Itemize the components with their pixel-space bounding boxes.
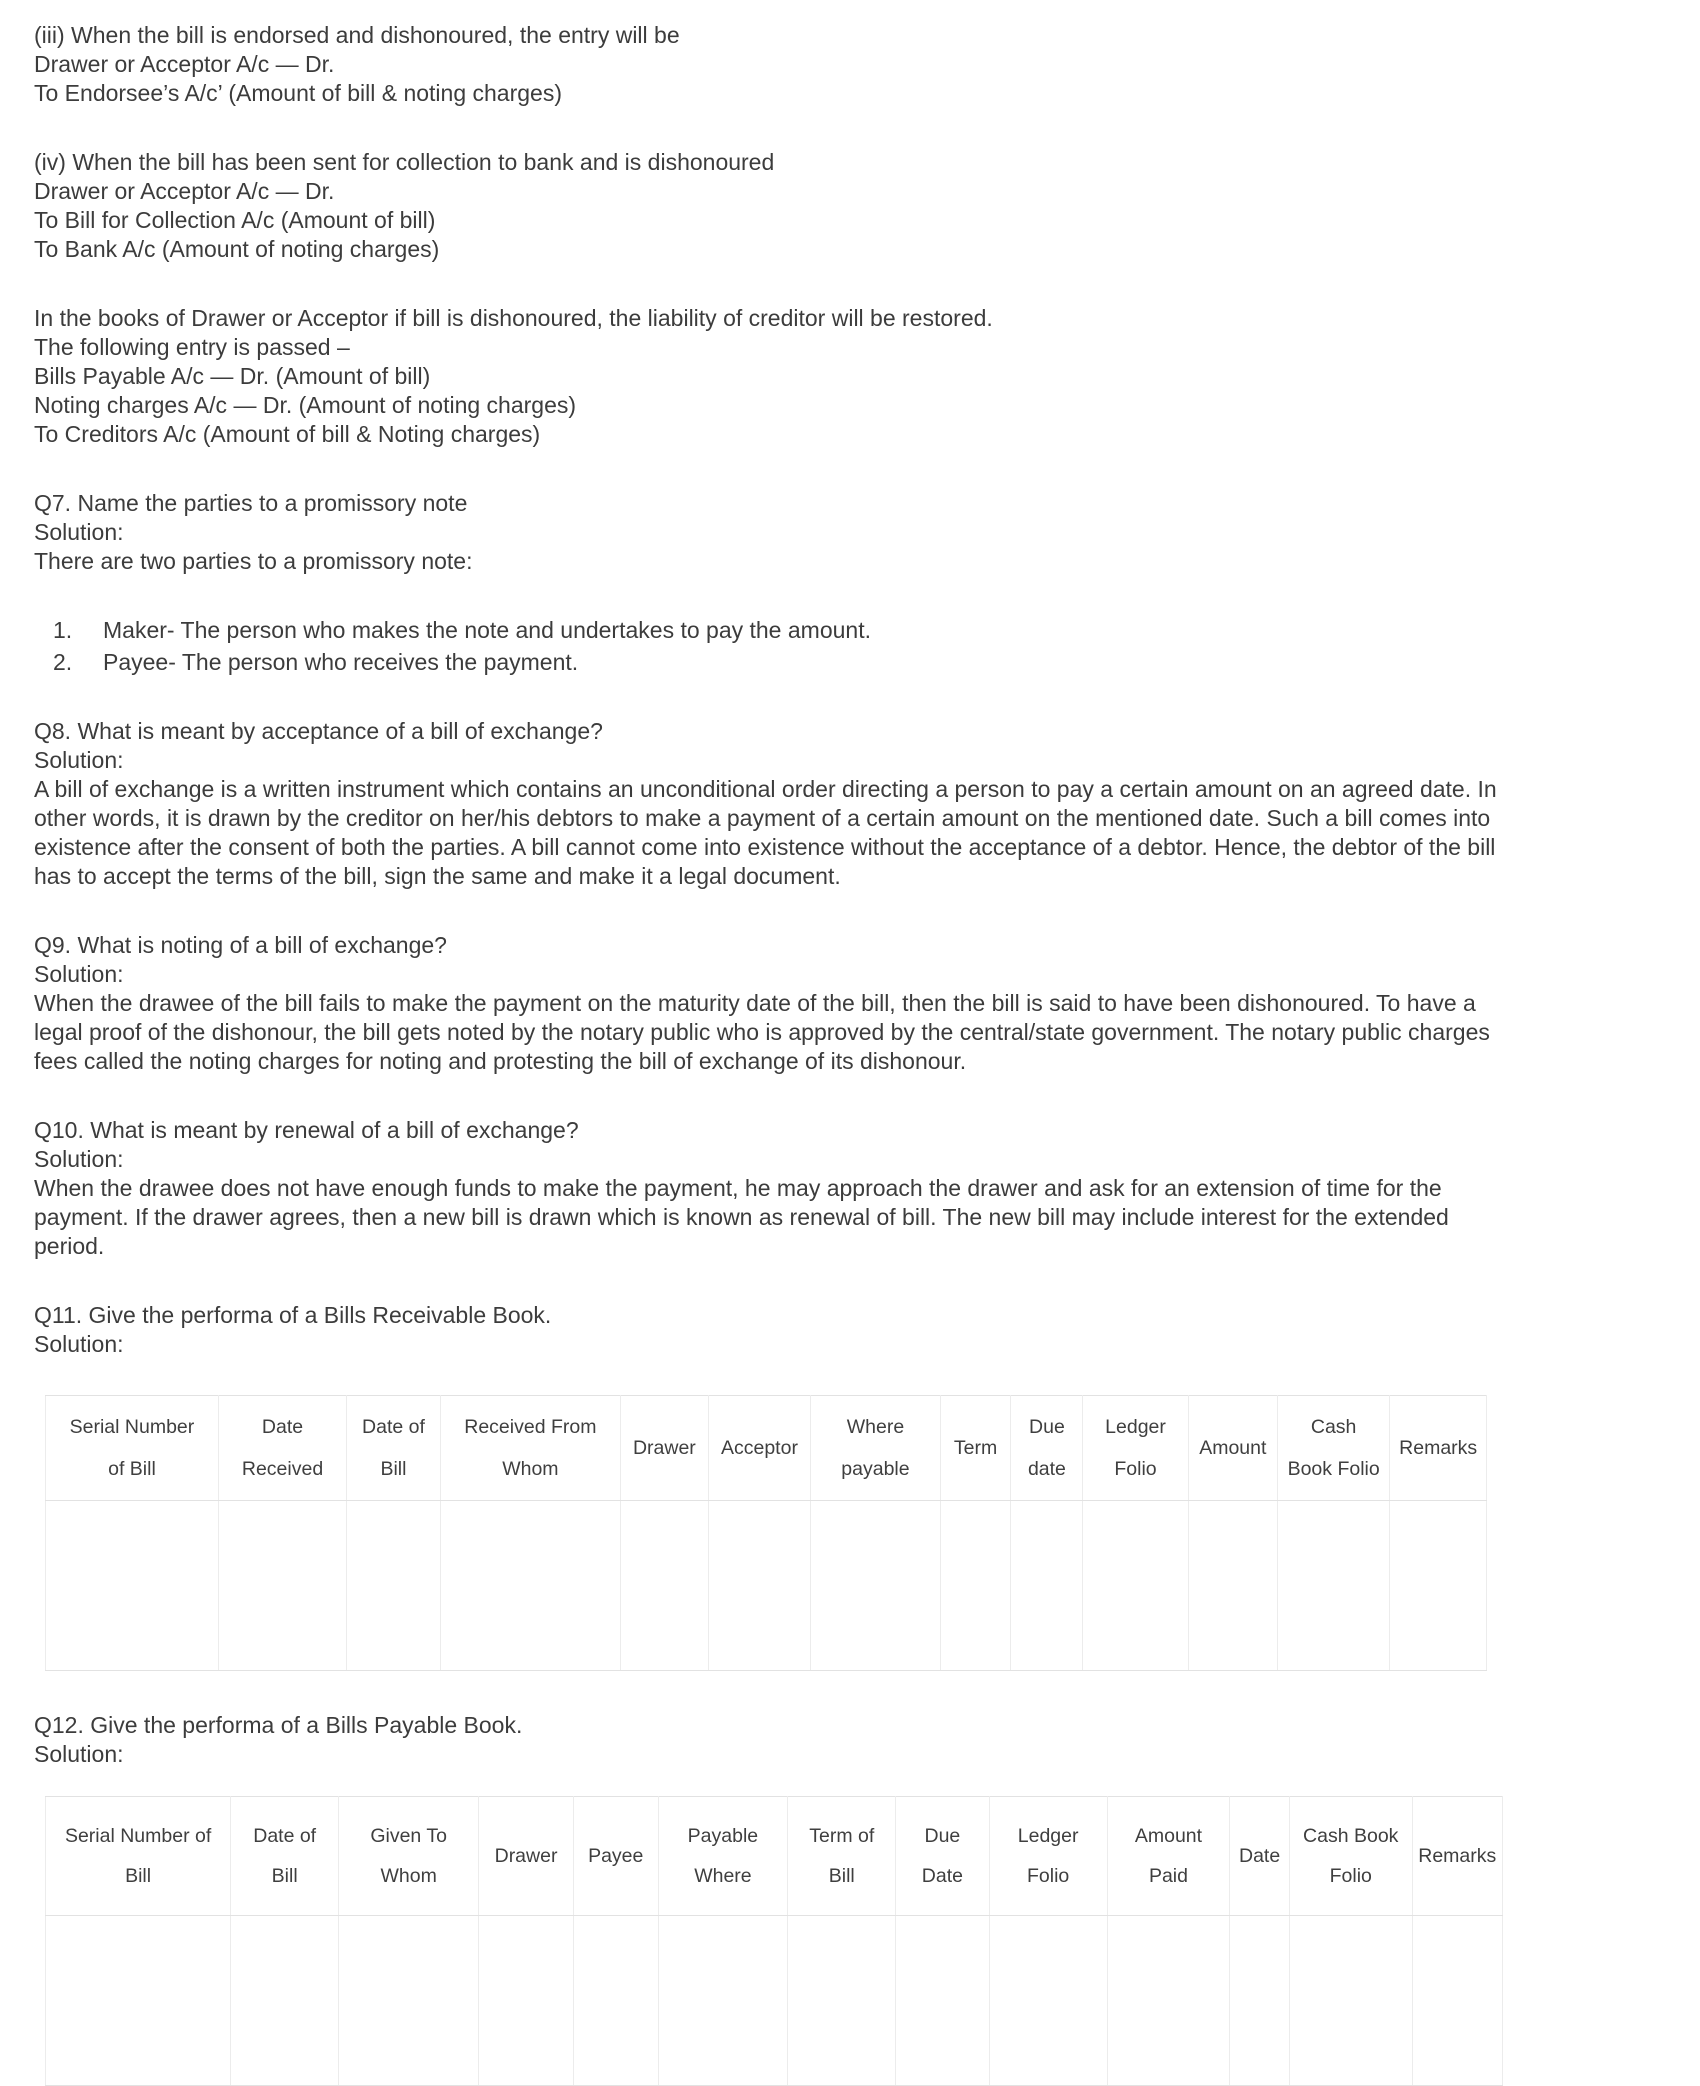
paragraph-block [34, 1116, 1672, 1261]
body-cell [440, 1501, 620, 1671]
header-cell [1277, 1396, 1389, 1501]
header-cell-label: Due [1029, 1416, 1065, 1438]
body-cell [989, 1916, 1107, 2086]
numbered-list [34, 616, 1672, 677]
text-line: Bills Payable A/c — Dr. (Amount of bill) [34, 363, 431, 389]
header-cell [1230, 1797, 1290, 1916]
body-cell [347, 1501, 441, 1671]
text-line: legal proof of the dishonour, the bill gets noted by the notary public who is approved by the central/state government. The notary public charges [34, 1019, 1490, 1045]
table-header-row [46, 1797, 1503, 1916]
text-line: Q8. What is meant by acceptance of a bill of exchange? [34, 718, 603, 744]
body-cell [811, 1501, 941, 1671]
header-cell-label: Paid [1148, 1865, 1188, 1887]
header-cell-label: Bill [828, 1865, 855, 1887]
header-cell-label: Remarks [1399, 1437, 1478, 1459]
text-line: Q12. Give the performa of a Bills Payable Book. [34, 1712, 523, 1738]
paragraph-block [34, 931, 1672, 1076]
header-cell-label: Whom [502, 1458, 559, 1480]
list-marker: 2. [53, 649, 73, 675]
text-line: When the drawee of the bill fails to make the payment on the maturity date of the bill, then the bill is said to have been dishonoured. To have a [34, 990, 1476, 1016]
header-cell [1412, 1797, 1503, 1916]
body-cell [218, 1501, 346, 1671]
header-cell-label: Bill [380, 1458, 407, 1480]
header-cell [479, 1797, 574, 1916]
header-cell-label: Ledger [1105, 1416, 1166, 1438]
header-cell [1390, 1396, 1487, 1501]
header-cell [940, 1396, 1011, 1501]
body-cell [940, 1501, 1011, 1671]
body-cell [658, 1916, 788, 2086]
header-cell-label: Drawer [632, 1437, 696, 1459]
header-cell-label: Amount [1134, 1825, 1203, 1847]
text-line: When the drawee does not have enough funds to make the payment, he may approach the drawer and ask for an extension of time for the [34, 1175, 1442, 1201]
header-cell-label: Book Folio [1287, 1458, 1380, 1480]
header-cell-label: Drawer [494, 1845, 558, 1867]
table-header-row [46, 1396, 1487, 1501]
header-cell [620, 1396, 708, 1501]
header-cell-label: Ledger [1017, 1825, 1079, 1847]
list-item-text: Payee- The person who receives the payment. [103, 649, 579, 675]
text-line: Noting charges A/c — Dr. (Amount of noting charges) [34, 392, 577, 418]
body-cell [1412, 1916, 1503, 2086]
text-line: Q11. Give the performa of a Bills Receivable Book. [34, 1302, 552, 1328]
text-line: To Endorsee’s A/c’ (Amount of bill & noting charges) [34, 80, 563, 106]
body-cell [1230, 1916, 1290, 2086]
header-cell-label: Cash [1310, 1416, 1357, 1438]
bills-payable-book-table [45, 1796, 1503, 2086]
header-cell [440, 1396, 620, 1501]
header-cell-label: Given To [370, 1825, 447, 1847]
table-body-row [46, 1916, 1503, 2086]
list-item [34, 616, 1672, 645]
header-cell [573, 1797, 658, 1916]
header-cell-label: Payable [687, 1825, 759, 1847]
text-line: Solution: [34, 1331, 124, 1357]
header-cell-label: Received From [464, 1416, 597, 1438]
text-line: other words, it is drawn by the creditor on her/his debtors to make a payment of a certain amount on the mentioned date. Such a bill comes into [34, 805, 1491, 831]
header-cell-label: Serial Number [69, 1416, 195, 1438]
text-line: To Bank A/c (Amount of noting charges) [34, 236, 440, 262]
text-line: Solution: [34, 1741, 124, 1767]
header-cell [1083, 1396, 1188, 1501]
text-line: Q9. What is noting of a bill of exchange? [34, 932, 447, 958]
text-line: payment. If the drawer agrees, then a new bill is drawn which is known as renewal of bill. The new bill may include interest for the extended [34, 1204, 1449, 1230]
header-cell [231, 1797, 339, 1916]
text-line: A bill of exchange is a written instrument which contains an unconditional order directing a person to pay a certain amount on an agreed date. In [34, 776, 1497, 802]
text-line: Q7. Name the parties to a promissory note [34, 490, 468, 516]
header-cell-label: Date [261, 1416, 304, 1438]
header-cell-label: Serial Number of [64, 1825, 212, 1847]
paragraph-block [34, 148, 1672, 264]
bills-receivable-book-table [45, 1395, 1487, 1671]
text-line: There are two parties to a promissory note: [34, 548, 473, 574]
body-cell [231, 1916, 339, 2086]
header-cell-label: Where [694, 1865, 752, 1887]
body-cell [339, 1916, 479, 2086]
header-cell-label: payable [841, 1458, 910, 1480]
paragraph-block [34, 304, 1672, 449]
text-line: (iii) When the bill is endorsed and dishonoured, the entry will be [34, 22, 680, 48]
header-cell [811, 1396, 941, 1501]
body-cell [573, 1916, 658, 2086]
text-line: Drawer or Acceptor A/c — Dr. [34, 51, 335, 77]
text-line: To Bill for Collection A/c (Amount of bill) [34, 207, 436, 233]
header-cell [1107, 1797, 1230, 1916]
body-cell [1390, 1501, 1487, 1671]
body-cell [708, 1501, 810, 1671]
header-cell [989, 1797, 1107, 1916]
body-cell [1011, 1501, 1083, 1671]
header-cell [896, 1797, 989, 1916]
header-cell-label: Bill [271, 1865, 298, 1887]
text-line: Solution: [34, 961, 124, 987]
header-cell [1290, 1797, 1413, 1916]
header-cell-label: Received [241, 1458, 324, 1480]
header-cell-label: Term of [809, 1825, 875, 1847]
header-cell [339, 1797, 479, 1916]
text-line: Solution: [34, 747, 124, 773]
text-line: Solution: [34, 1146, 124, 1172]
body-cell [896, 1916, 989, 2086]
text-line: period. [34, 1233, 105, 1259]
header-cell-label: Cash Book [1303, 1825, 1399, 1847]
text-line: fees called the noting charges for noting and protesting the bill of exchange of its dishonour. [34, 1048, 967, 1074]
body-cell [1188, 1501, 1277, 1671]
list-item-text: Maker- The person who makes the note and undertakes to pay the amount. [103, 617, 871, 643]
header-cell-label: Bill [125, 1865, 152, 1887]
table-body-row [46, 1501, 1487, 1671]
body-cell [1277, 1501, 1389, 1671]
paragraph-block [34, 489, 1672, 576]
text-line: Drawer or Acceptor A/c — Dr. [34, 178, 335, 204]
body-cell [1083, 1501, 1188, 1671]
header-cell-label: Amount [1199, 1437, 1267, 1459]
text-line: Q10. What is meant by renewal of a bill of exchange? [34, 1117, 579, 1143]
paragraph-block [34, 21, 1672, 108]
header-cell-label: Acceptor [720, 1437, 798, 1459]
header-cell-label: Remarks [1418, 1845, 1497, 1867]
header-cell [1188, 1396, 1277, 1501]
body-cell [46, 1501, 219, 1671]
header-cell [218, 1396, 346, 1501]
header-cell-label: Folio [1329, 1865, 1372, 1887]
header-cell-label: Payee [588, 1845, 644, 1867]
header-cell [1011, 1396, 1083, 1501]
header-cell-label: Whom [380, 1865, 437, 1887]
paragraph-block [34, 1711, 1672, 1769]
body-cell [479, 1916, 574, 2086]
body-cell [1290, 1916, 1413, 2086]
header-cell [708, 1396, 810, 1501]
header-cell-label: Due [924, 1825, 961, 1847]
header-cell [658, 1797, 788, 1916]
list-item [34, 648, 1672, 677]
text-line: existence after the consent of both the parties. A bill cannot come into existence without the acceptance of a debtor. Hence, the debtor of the bill [34, 834, 1496, 860]
header-cell-label: Where [846, 1416, 905, 1438]
text-line: The following entry is passed – [34, 334, 350, 360]
body-cell [1107, 1916, 1230, 2086]
text-line: (iv) When the bill has been sent for collection to bank and is dishonoured [34, 149, 775, 175]
header-cell-label: Folio [1114, 1458, 1157, 1480]
header-cell [46, 1396, 219, 1501]
header-cell-label: of Bill [108, 1458, 156, 1480]
header-cell-label: Folio [1026, 1865, 1070, 1887]
text-line: has to accept the terms of the bill, sign the same and make it a legal document. [34, 863, 841, 889]
header-cell-label: date [1027, 1458, 1066, 1480]
header-cell [46, 1797, 231, 1916]
body-cell [46, 1916, 231, 2086]
body-cell [620, 1501, 708, 1671]
header-cell-label: Date of [362, 1416, 425, 1438]
header-cell-label: Date [1239, 1845, 1281, 1867]
body-cell [788, 1916, 896, 2086]
header-cell [347, 1396, 441, 1501]
header-cell [788, 1797, 896, 1916]
text-line: To Creditors A/c (Amount of bill & Noting charges) [34, 421, 541, 447]
paragraph-block [34, 1301, 1672, 1359]
text-line: Solution: [34, 519, 124, 545]
paragraph-block [34, 717, 1672, 891]
header-cell-label: Date [921, 1865, 963, 1887]
header-cell-label: Term [953, 1437, 998, 1459]
header-cell-label: Date of [253, 1825, 317, 1847]
list-marker: 1. [53, 617, 73, 643]
text-line: In the books of Drawer or Acceptor if bill is dishonoured, the liability of creditor will be restored. [34, 305, 993, 331]
